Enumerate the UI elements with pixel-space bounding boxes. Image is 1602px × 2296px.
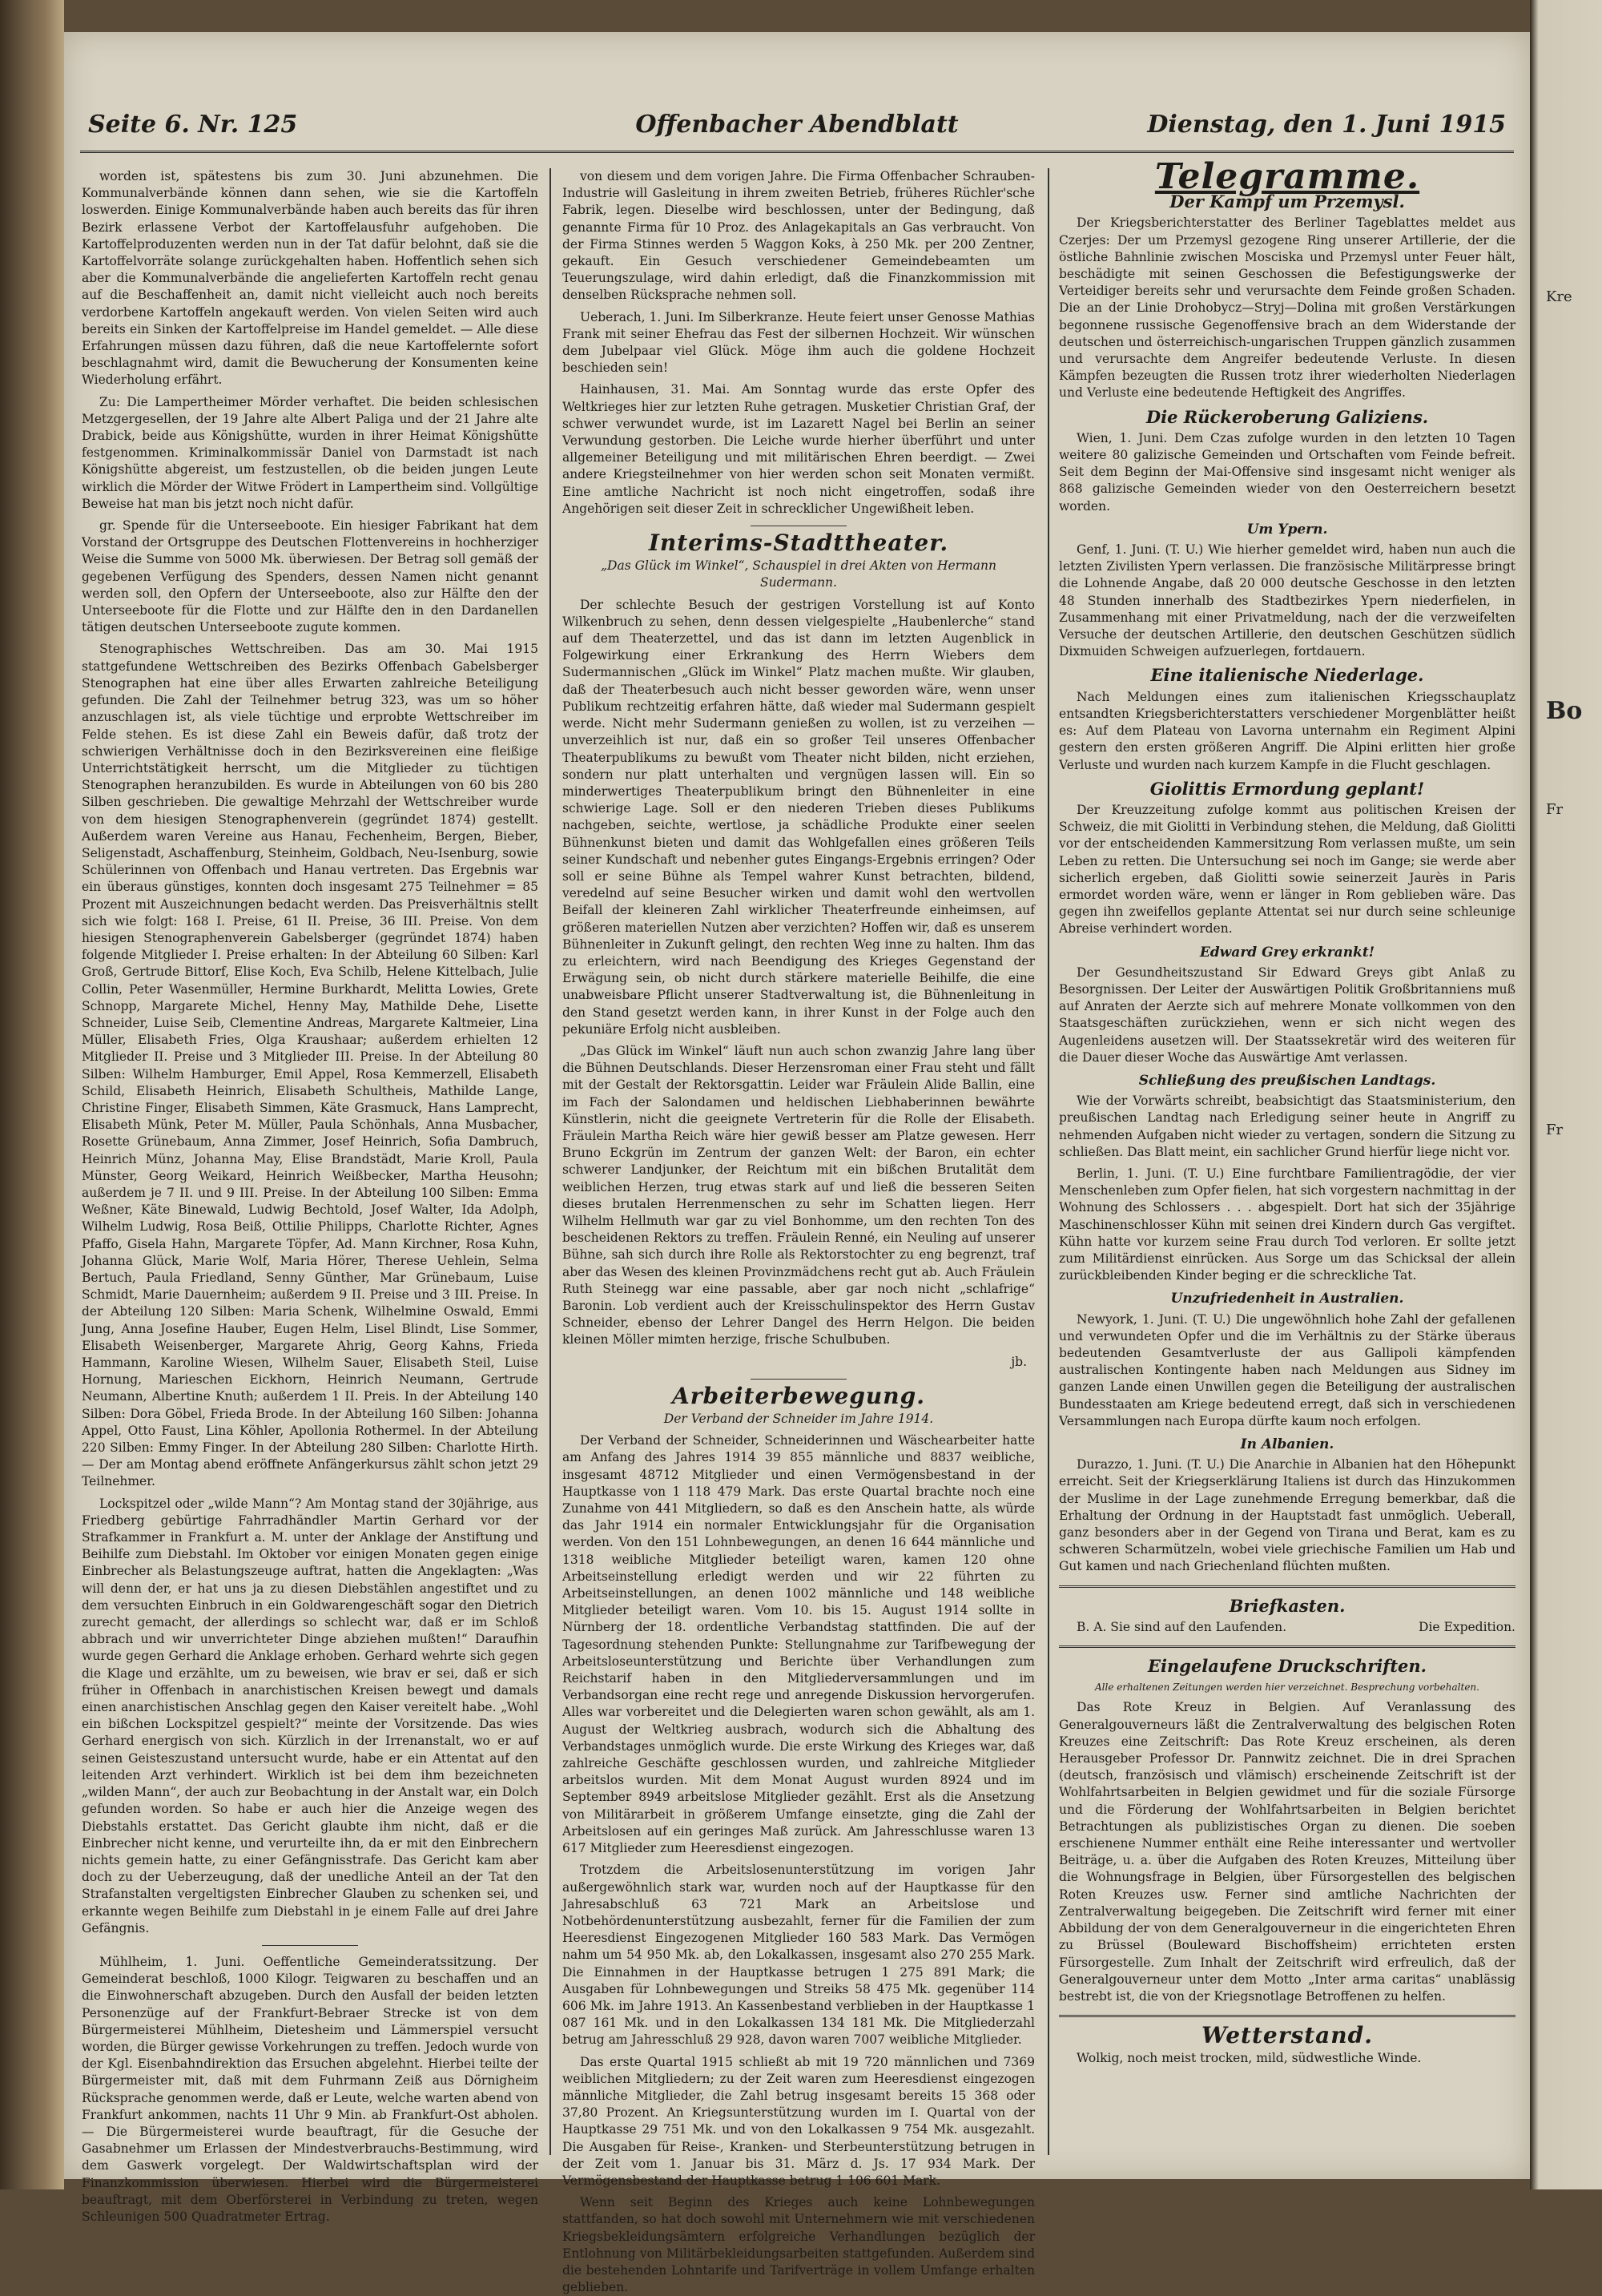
article-paragraph: Der Verband der Schneider, Schneiderinnen und Wäschearbeiter hatte am Anfang des Jahres 1914 39 855 männliche und 8837 weibliche, insgesamt 48712 Mitglieder und einen Vermögensbestand in der Hauptkasse von 1 118 479 Mark. Das erste Quartal brachte noch eine Zunahme von 441 Mitgliedern, so daß es den Anschein hatte, als würde das Jahr 1914 ein normaler Entwicklungsjahr für die Organisation werden. Von den 151 Lohnbewegungen, an denen 16 644 männliche und 1318 weibliche Mitglieder beteiligt waren, kamen 120 ohne Arbeitseinstellung erledigt werden und wir 22 führten zu Arbeitseinstellungen, an denen 1002 männliche und 148 weibliche Mitglieder beteiligt waren. Vom 10. bis 15. August 1914 sollte in Nürnberg der 18. ordentliche Verbandstag stattfinden. Die auf der Tagesordnung stehenden Punkte: Stellungnahme zur Tarifbewegung der Arbeitsloseunterstützung und Berichte über Verhandlungen zum Reichstarif haben in den Mitgliederversammlungen und im Verbandsorgan eine recht rege und anregende Diskussion hervorgerufen. Alles war vorbereitet und die Delegierten waren schon gewählt, als am 1. August der Weltkrieg ausbrach, wodurch sich die Abhaltung des Verbandstages unmöglich wurde. Die erste Wirkung des Krieges war, daß zahlreiche Geschäfte geschlossen wurden, und zahlreiche Mitglieder arbeitslos wurden. Mit dem Monat August wurden 8924 und im September 8949 arbeitslose Mitglieder gezählt. Erst als die Ansetzung von Militärarbeit in größerem Umfange einsetzte, ging die Zahl der Arbeitslosen auf ein geringes Maß zurück. Am Jahresschlusse waren 13 617 Mitglieder zum Heeresdienst eingezogen. [562,1433,1035,1856]
article-paragraph: gr. Spende für die Unterseeboote. Ein hiesiger Fabrikant hat dem Vorstand der Ortsgruppe des Deutschen Flottenvereins in hochherziger Weise die Summe von 5000 Mk. überwiesen. Der Betrag soll gemäß der gegebenen Verfügung des Spenders, dessen Namen nicht genannt werden soll, den Opfern der Unterseeboote, also zur Hälfte den der Unterseeboote für die Flotte und zur Hälfte den in den Dardanellen tätigen deutschen Unterseeboote zugute kommen. [82,518,538,635]
column-rule [1048,168,1049,2155]
headline: In Albanien. [1240,1436,1334,1453]
article-paragraph: Lockspitzel oder „wilde Mann“? Am Montag stand der 30jährige, aus Friedberg gebürtige Fahrradhändler Martin Gerhard vor der Strafkammer in Frankfurt a. M. unter der Anklage der Anstiftung und Beihilfe zum Diebstahl. Im Oktober vor einigen Monaten gegen einige Einbrecher als Belastungszeuge auftrat, hatten die Angeklagten: „Was will denn der, er hat uns ja zu diesen Diebstählen angestiftet und zu dem versuchten Einbruch in ein Goldwarengeschäft sogar den Dietrich zurecht gemacht, der allerdings so schlecht war, daß er im Schloß abbrach und wir unverrichteter Dinge abziehen mußten!“ Daraufhin wurde gegen Gerhard die Anklage erhoben. Gerhard wehrte sich gegen die Klage und erzählte, um zu beweisen, wie brav er sei, daß er sich früher in Offenbach in anarchistischen Kreisen bewegt und damals einen anarchistischen Anschlag gegen den Kaiser vereitelt habe. „Wohl ein bißchen Lockspitzel gespielt?“ meinte der Vorsitzende. Das wies Gerhard energisch von sich. Kürzlich in der Irrenanstalt, wo er auf seinen Geisteszustand untersucht wurde, habe er ein Attentat auf den leitenden Arzt verhindert. Wirklich ist bei dem ihm bezeichneten „wilden Mann“, der auch zur Beobachtung in der Anstalt war, ein Dolch gefunden worden. So habe er auch hier die Anzeige wegen des Diebstahls erstattet. Das Gericht glaubte ihm nicht, daß er die Einbrecher nicht kenne, und verurteilte ihn, da er mit den Einbrechern nichts gemein hatte, zu einer Gefängnisstrafe. Das Gericht kam aber doch zu der Ueberzeugung, daß der unedliche Anteil an der Tat den Strafanstalten vergeltigsten Einbrecher Glauben zu schenken sei, und erkannte wegen Beihilfe zum Diebstahl in je einem Falle auf drei Jahre Gefängnis. [82,1496,538,1935]
article-paragraph: Wie der Vorwärts schreibt, beabsichtigt das Staatsministerium, den preußischen Landtag nach Erledigung seiner heute in Angriff zu nehmenden Aufgaben nicht wieder zu vertagen, sondern die Sitzung zu schließen. Das Blatt meint, ein sachlicher Grund hierfür liege nicht vor. [1059,1094,1515,1159]
article-paragraph: Newyork, 1. Juni. (T. U.) Die ungewöhnlich hohe Zahl der gefallenen und verwundeten Opfer und die im Verhältnis zu der Stärke überaus bedeutenden Gesamtverluste der aus Gallipoli kämpfenden australischen Kontingente haben nach Meldungen aus Sidney im ganzen Lande einen Unwillen gegen die Beteiligung der australischen Bundesstaaten am Kriege bedeutend erregt, daß sich in verschiedenen Versammlungen nach Europa dürfte kaum noch erfolgen. [1059,1311,1515,1428]
article-paragraph: Das erste Quartal 1915 schließt ab mit 19 720 männlichen und 7369 weiblichen Mitgliedern; zu der Zeit waren zum Heeresdienst eingezogen männliche Mitglieder, die Zahl betrug insgesamt bereits 15 368 oder 37,80 Prozent. An Kriegsunterstützung wurden im I. Quartal von der Hauptkasse 29 751 Mk. und von den Lokalkassen 9 754 Mk. ausgezahlt. Die Ausgaben für Reise-, Kranken- und Sterbeunterstützung betrugen in der Zeit vom 1. Januar bis 31. März d. Js. 17 934 Mark. Der Vermögensbestand der Hauptkasse betrug 1 106 601 Mark. [562,2054,1035,2188]
adjacent-page-fragment: Kre [1546,288,1572,305]
article-paragraph: Hainhausen, 31. Mai. Am Sonntag wurde das erste Opfer des Weltkrieges hier zur letzten Ruhe getragen. Musketier Christian Graf, der schwer verwundet wurde, ist im Lazarett Nagel bei Berlin an seiner Verwundung gestorben. Die Leiche wurde hierher überführt und unter allgemeiner Beteiligung und mit militärischen Ehren beerdigt. — Zwei andere Kriegsteilnehmer von hier werden schon seit Monaten vermißt. Eine amtliche Nachricht ist noch nicht eingetroffen, sodaß ihre Angehörigen seit dieser Zeit in schrecklicher Ungewißheit leben. [562,382,1035,516]
article-paragraph: Der Gesundheitszustand Sir Edward Greys gibt Anlaß zu Besorgnissen. Der Leiter der Auswärtigen Politik Großbritanniens muß auf Anraten der Aerzte sich auf mehrere Monate vollkommen von den Staatsgeschäften zurückziehen, wenn er sich nicht wegen des Augenleidens ausetzen will. Der Staatssekretär wird des weiteren für die Dauer dieser Woche das Auswärtige Amt verlassen. [1059,965,1515,1065]
letters-signature: Die Expedition. [1419,1619,1515,1634]
adjacent-page-fragment: Fr [1546,801,1564,818]
section-heading-labor: Arbeiterbewegung. [672,1382,925,1409]
column-2 [562,168,1035,2295]
double-rule [1059,1585,1515,1588]
letters-text: B. A. Sie sind auf den Laufenden. [1077,1619,1287,1634]
article-paragraph: Genf, 1. Juni. (T. U.) Wie hierher gemeldet wird, haben nun auch die letzten Zivilisten Ypern verlassen. Die französische Militärpresse bringt die Lohnende Angabe, daß 20 000 deutsche Geschosse in den letzten 48 Stunden innerhalb des Stadtbezirkes Ypern niederfielen, in Zusammenhang mit einer Privatmeldung, nach der die verzweifelten Versuche der deutschen Artillerie, den deutschen Geschützen südlich Dixmuiden Schweigen aufzuerlegen, fortdauern. [1059,542,1515,659]
article-paragraph: Zu: Die Lampertheimer Mörder verhaftet. Die beiden schlesischen Metzgergesellen, der 19 Jahre alte Albert Paliga und der 21 Jahre alte Drabick, beide aus Königshütte, wurden in ihrer Heimat Königshütte festgenommen. Kriminalkommissär Daniel von Darmstadt ist nach Königshütte abgereist, um festzustellen, ob die beiden jungen Leute wirklich die Mörder der Witwe Frödert in Lampertheim sind. Vollgültige Beweise hat man bis jetzt noch nicht dafür. [82,394,538,511]
headline: Edward Grey erkrankt! [1199,944,1375,961]
double-rule [1059,2015,1515,2017]
adjacent-page-fragment: Bo [1546,697,1583,725]
headline: Um Ypern. [1246,521,1328,538]
section-heading-weather: Wetterstand. [1202,2022,1373,2049]
book-binding-edge [0,0,64,2189]
adjacent-page-fragment: Fr [1546,1122,1564,1138]
separator [262,1945,358,1946]
article-paragraph: Nach Meldungen eines zum italienischen Kriegsschauplatz entsandten Kriegsberichterstatters verschiedener Morgenblätter heißt es: Auf dem Plateau von Lavorna unternahm ein Regiment Alpini gestern den ersten größeren Angriff. Die Alpini erlitten hier große Verluste und wurden nach kurzem Kampfe in die Flucht geschlagen. [1059,689,1515,772]
article-paragraph: Der Kreuzzeitung zufolge kommt aus politischen Kreisen der Schweiz, die mit Giolitti in Verbindung stehen, die Meldung, daß Giolitti vor der entscheidenden Kammersitzung Rom verlassen mußte, um sein Leben zu retten. Die Untersuchung sei noch im Gange; sie werde aber sicherlich ergeben, daß Giolitti sowie seinerzeit Jaurès in Paris ermordet worden wäre, wenn er länger in Rom geblieben wäre. Das gegen ihn zweifellos geplante Attentat sei nur durch seine schleunige Abreise verhindert worden. [1059,802,1515,937]
newspaper-name: Offenbacher Abendblatt [635,111,959,139]
section-heading-letters: Briefkasten. [1229,1595,1346,1616]
review-subtitle: „Das Glück im Winkel“, Schauspiel in drei Akten von Hermann Sudermann. [601,558,996,590]
adjacent-page-edge [1530,0,1602,2189]
column-3 [1059,156,1515,2155]
double-rule [1059,1645,1515,1648]
article-paragraph: Durazzo, 1. Juni. (T. U.) Die Anarchie in Albanien hat den Höhepunkt erreicht. Seit der Kriegserklärung Italiens ist durch das Hinzukommen der Muslime in der Lage zunehmende Erregung bemerkbar, daß die Erhaltung der Ordnung in der Hauptstadt fast unmöglich. Ueberall, ganz besonders aber in der Gegend von Tirana und Berat, kam es zu schweren Scharmützeln, wobei viele griechische Familien um Hab und Gut kamen und nach Griechenland flüchten mußten. [1059,1457,1515,1574]
section-heading-theater: Interims-Stadttheater. [648,530,949,557]
article-subtitle: Der Verband der Schneider im Jahre 1914. [663,1412,934,1427]
article-paragraph: Wien, 1. Juni. Dem Czas zufolge wurden in den letzten 10 Tagen weitere 80 galizische Gemeinden und Ortschaften vom Feinde befreit. Seit dem Beginn der Mai-Offensive sind insgesamt nicht weniger als 868 galizische Gemeinden wieder von den Oesterreichern besetzt worden. [1059,430,1515,514]
article-paragraph: Stenographisches Wettschreiben. Das am 30. Mai 1915 stattgefundene Wettschreiben des Bezirks Offenbach Gabelsberger Stenographen hat eine über alles Erwarten zahlreiche Beteiligung gefunden. Die Zahl der Teilnehmer betrug 323, was um so höher anzuschlagen ist, als viele tüchtige und erprobte Wettschreiber im Felde stehen. Es ist diese Zahl ein Beweis dafür, daß trotz der schwierigen Verhältnisse doch in den Bezirksvereinen eine fleißige Unterrichtstätigkeit herrscht, um die Mitglieder zu tüchtigen Stenographen heranzubilden. Es wurde in Abteilungen von 60 bis 280 Silben geschrieben. Die gewaltige Mehrzahl der Wettschreiber wurde von dem hiesigen Stenographenverein (gegründet 1874) gestellt. Außerdem waren Vereine aus Hanau, Fechenheim, Bergen, Bieber, Seligenstadt, Aschaffenburg, Steinheim, Goldbach, Neu-Isenburg, sowie Schülerinnen von Offenbach und Hanau vertreten. Das Ergebnis war ein überaus günstiges, konnten doch insgesamt 275 Teilnehmer = 85 Prozent mit Auszeichnungen bedacht werden. Das Preisverhältnis stellt sich wie folgt: 168 I. Preise, 61 II. Preise, 36 III. Preise. Von dem hiesigen Stenographenverein Gabelsberger (gegründet 1874) haben folgende Mitglieder I. Preise erhalten: In der Abteilung 60 Silben: Karl Groß, Gertrude Bittorf, Elise Koch, Eva Schilb, Helene Kittelbach, Julie Collin, Peter Wasenmüller, Hermine Burkhardt, Melitta Lowies, Grete Schnopp, Margarete Michel, Henny May, Mathilde Dehe, Lisette Schneider, Luise Seib, Clementine Andreas, Margarete Kaltmeier, Lina Müller, Elisabeth Fries, Olga Kraushaar; außerdem erhielten 12 Mitglieder II. Preise und 3 Mitglieder III. Preise. In der Abteilung 80 Silben: Wilhelm Hamburger, Emil Appel, Rosa Kemmerzell, Elisabeth Schild, Elisabeth Heinrich, Elisabeth Schultheis, Mathilde Lange, Christine Finger, Elisabeth Simmen, Käte Grasmuck, Hans Lamprecht, Elisabeth Münk, Peter M. Müller, Paula Schönhals, Anna Musbacher, Rosette Grünebaum, Anna Zimmer, Josef Heinrich, Sofia Dambruch, Heinrich Münz, Johanna May, Elise Brandstädt, Marie Kroll, Paula Münster, Georg Weikard, Heinrich Weißbecker, Martha Heusohn; außerdem je 7 II. und 9 III. Preise. In der Abteilung 100 Silben: Emma Weßner, Käte Binewald, Ludwig Bechtold, Josef Walter, Ida Adolph, Wilhelm Ludwig, Rosa Beiß, Ottilie Philipps, Charlotte Richter, Agnes Pfaffo, Gisela Hahn, Margarete Töpfer, Ad. Mann Kirchner, Rosa Kuhn, Johanna Glück, Marie Wolf, Maria Hörer, Therese Uehlein, Selma Bertuch, Paula Friedland, Senny Günther, Mar Grünebaum, Luise Schmidt, Marie Dauernheim; außerdem 9 II. Preise und 3 III. Preise. In der Abteilung 120 Silben: Maria Schenk, Wilhelmine Oswald, Emmi Jung, Anna Josefine Hauber, Eugen Helm, Lisel Blindt, Lise Sommer, Elisabeth Weisenberger, Margarete Ahrig, Georg Kahns, Frieda Hammann, Karoline Wiesen, Wilhelm Sauer, Elisabeth Steil, Luise Hornung, Marieschen Eickhorn, Heinrich Neumann, Gertrude Neumann, Albertine Knuth; außerdem 1 II. Preis. In der Abteilung 140 Silben: Dora Göbel, Frieda Brode. In der Abteilung 160 Silben: Johanna Appel, Otto Faust, Lina Köhler, Apollonia Rothermel. In der Abteilung 220 Silben: Emmy Finger. In der Abteilung 280 Silben: Charlotte Hirth. — Der am Montag abend eröffnete Anfängerkursus zählt schon jetzt 29 Teilnehmer. [82,642,538,1489]
article-paragraph: Berlin, 1. Juni. (T. U.) Eine furchtbare Familientragödie, der vier Menschenleben zum Opfer fielen, hat sich vorgestern nachmittag in der Wohnung des Schlossers . . . abgespielt. Dort hat sich der 35jährige Maschinenschlosser Kühn mit seinen drei Kindern durch Gas vergiftet. Kühn hatte vor kurzem seine Frau durch Tod verloren. Er sollte jetzt zum Militärdienst einrücken. Aus Sorge um das Schicksal der allein zurückbleibenden Kinder beging er die schreckliche Tat. [1059,1166,1515,1283]
article-paragraph: Der Kriegsberichterstatter des Berliner Tageblattes meldet aus Czerjes: Der um Przemysl gezogene Ring unserer Artillerie, der die östliche Bahnlinie zwischen Mosciska und Przemysl unter Feuer hält, beschädigte mit seinen Geschossen die Befestigungswerke der Verteidiger bereits sehr und verursachte dem Feinde großen Schaden. Die an der Linie Drohobycz—Stryj—Dolina mit großen Verstärkungen begonnene russische Gegenoffensive brach an dem Widerstande der deutschen und österreichisch-ungarischen Truppen gänzlich zusammen und verursachte dem Angreifer bedeutende Verluste. In diesen Kämpfen bezeugten die Russen trotz ihrer wiederholten Niederlagen und Verluste eine bedeutende Heftigkeit des Angriffes. [1059,216,1515,401]
separator [751,1379,847,1380]
page-header [80,104,1514,153]
headline: Eine italienische Niederlage. [1150,665,1424,686]
section-heading-publications: Eingelaufene Druckschriften. [1148,1656,1427,1677]
author-signature: jb. [1011,1354,1027,1369]
column-1 [82,168,538,2224]
headline: Die Rückeroberung Galiziens. [1145,406,1429,427]
article-paragraph: Der schlechte Besuch der gestrigen Vorstellung ist auf Konto Wilkenbruch zu sehen, denn dessen vielgespielte „Haubenlerche“ stand auf dem Theaterzettel, und das ist dann im letzten Augenblick in Folgewirkung einer Erkrankung des Herrn Wiebers dem Sudermannischen „Glück im Winkel“ Platz machen mußte. Wir glauben, daß der Theaterbesuch auch nicht besser geworden wäre, wenn unser Publikum rechtzeitig erfahren hätte, daß wieder mal Sudermann gespielt werde. Nicht mehr Sudermann genießen zu wollen, ist zu verzeihen — unverzeihlich ist nur, daß ein so großer Teil unseres Offenbacher Theaterpublikums zu bewußt vom Theater nicht bilden, nicht erziehen, sondern nur platt unterhalten und vergnügen lassen will. Ein so minderwertiges Theaterpublikum bringt den Bühnenleiter in eine schwierige Lage. Soll er den niederen Trieben dieses Publikums nachgeben, seichte, wertlose, ja schädliche Produkte einer seelen Bühnenkunst bieten und damit das Wohlgefallen eines größeren Teils seiner Kundschaft und nebenher gutes Eingangs-Ergebnis erringen? Oder soll er seine Bühne als Tempel wahrer Kunst betrachten, bildend, veredelnd auf seine Besucher wirken und damit wohl den wertvollen Beifall der kleineren Zahl wirklicher Theaterfreunde einheimsen, auf größeren materiellen Nutzen aber verzichten? Hoffen wir, daß es unserem Bühnenleiter in Zukunft gelingt, den rechten Weg inne zu halten. Ihm das zu erleichtern, wird nach Beendigung des Krieges Gegenstand der Erwägung sein, ob nicht durch stärkere materielle Beihilfe, die eine unabweisbare Pflicht unserer Stadtverwaltung ist, die Bühnenleitung in den Stand gesetzt werden kann, in ihrer Kunst in der Folge auch den pekuniäre Erfolg nicht ausbleiben. [562,597,1035,1037]
headline: Schließung des preußischen Landtags. [1138,1072,1436,1089]
publications-note: Alle erhaltenen Zeitungen werden hier verzeichnet. Besprechung vorbehalten. [1095,1682,1479,1694]
weather-forecast: Wolkig, noch meist trocken, mild, südwestliche Winde. [1077,2051,1422,2066]
newspaper-page [64,32,1530,2295]
article-paragraph: „Das Glück im Winkel“ läuft nun auch schon zwanzig Jahre lang über die Bühnen Deutschlands. Dieser Herzensroman einer Frau steht und fällt mit der Gestalt der Rektorsgattin. Leider war Fräulein Alide Ballin, eine im Fach der Salondamen und heldischen Liebhaberinnen bewährte Künstlerin, nicht die geeignete Vertreterin für die Rolle der Elisabeth. Fräulein Martha Reich wäre hier gewiß besser am Platze gewesen. Herr Bruno Eckgrün im Zentrum der ganzen Welt: der Baron, ein echter schwerer Landjunker, der Reichtum mit ein bißchen Brutalität dem weiblichen Herzen, trug etwas stark auf und ließ die besseren Seiten dieses brutalen Herrenmenschen zu sehr im Schatten liegen. Herr Wilhelm Hellmuth war gar zu viel Bonhomme, um den rechten Ton des bescheidenen Rektors zu treffen. Fräulein Renné, ein Neuling auf unserer Bühne, sah sich durch ihre Rolle als Rektorstochter zu eng begrenzt, traf aber das Wesen des kleinen Provinzmädchens recht gut ab. Auch Fräulein Ruth Steinegg war eine passable, aber gar noch nicht „schlafrige“ Baronin. Lob verdient auch der Kreisschulinspektor des Herrn Gustav Schneider, ebenso der Lehrer Dangel des Herrn Helgon. Die beiden kleinen Möller mimten herzige, frische Schulbuben. [562,1043,1035,1347]
headline: Giolittis Ermordung geplant! [1149,778,1425,799]
article-paragraph: von diesem und dem vorigen Jahre. Die Firma Offenbacher Schrauben-Industrie will Gasleitung in ihrem zweiten Betrieb, früheres Rüchler'sche Fabrik, legen. Dieselbe wird beschlossen, unter der Bedingung, daß genannte Firma für 10 Proz. des Anlagekapitals an Gas verbraucht. Von der Firma Stinnes werden 5 Waggon Koks, à 250 Mk. per 200 Zentner, gekauft. Ein Gesuch verschiedener Gemeindebeamten um Teuerungszulage, wird dahin erledigt, daß die Finanzkommission mit denselben Rücksprache nehmen soll. [562,169,1035,303]
column-rule [549,168,551,2155]
headline: Unzufriedenheit in Australien. [1170,1291,1404,1307]
article-paragraph: Ueberach, 1. Juni. Im Silberkranze. Heute feiert unser Genosse Mathias Frank mit seiner Ehefrau das Fest der silbernen Hochzeit. Wir wünschen dem Jubelpaar viel Glück. Möge ihm auch die goldene Hochzeit beschieden sein! [562,309,1035,376]
headline: Der Kampf um Przemysl. [1169,191,1405,212]
page-number: Seite 6. Nr. 125 [88,111,298,139]
letters-line [1059,1619,1515,1636]
article-paragraph: Mühlheim, 1. Juni. Oeffentliche Gemeinderatssitzung. Der Gemeinderat beschloß, 1000 Kilogr. Teigwaren zu beschaffen und an die Einwohnerschaft abzugeben. Durch den Ausfall der beiden letzten Personenzüge auf der Frankfurt-Bebraer Strecke ist von dem Bürgermeisterei Mühlheim, Dietesheim und Lämmerspiel versucht worden, die Bürger gewisse Vorkehrungen zu treffen. Jedoch wurde von der Kgl. Eisenbahndirektion das Ersuchen abgelehnt. Hierbei teilte der Bürgermeister mit, daß mit dem Fuhrmann Zeiß aus Dörnigheim Rücksprache genommen werde, daß er Leute, welche warten abend von Frankfurt ankommen, nachts 11 Uhr 9 Min. ab Frankfurt-Ost abholen. — Die Bürgermeisterei wurde beauftragt, für die Gesuche der Gasabnehmer um Erlassen der Mindestverbrauchs-Bestimmung, wird dem Gaswerk vorgelegt. Der Waldwirtschaftsplan wird der Finanzkommission überwiesen. Hierbei wird die Bürgermeisterei beauftragt, mit dem Oberförsterei in Verbindung zu treten, wegen Schleunigen 500 Quadratmeter Ertrag. [82,1954,538,2224]
article-paragraph: Wenn seit Beginn des Krieges auch keine Lohnbewegungen stattfanden, so hat doch sowohl mit Unternehmern wie mit verschiedenen Kriegsbekleidungsämtern erfolgreiche Verhandlungen bezüglich der Entlohnung von Militärbekleidungsarbeiten stattgefunden. Außerdem sind die bestehenden Lohntarife und Tarifverträge in vollem Umfange erhalten geblieben. [562,2195,1035,2295]
issue-date: Dienstag, den 1. Juni 1915 [1147,111,1506,139]
article-paragraph: Trotzdem die Arbeitslosenunterstützung im vorigen Jahr außergewöhnlich stark war, wurden noch auf der Hauptkasse für den Jahresabschluß 63 721 Mark an Arbeitslose und Notbehördenunterstützung ausbezahlt, ferner für die Familien der zum Heeresdienst Eingezogenen Mitglieder 160 583 Mark. Das Vermögen nahm um 54 950 Mk. ab, den Lokalkassen, insgesamt also 270 255 Mark. Die Einnahmen in der Hauptkasse betrugen 1 275 891 Mark; die Ausgaben für Lohnbewegungen und Streiks 58 475 Mk. gegenüber 114 606 Mk. im Jahre 1913. An Kassenbestand verblieben in der Hauptkasse 1 087 161 Mk. und in den Lokalkassen 134 181 Mk. Die Mitgliederzahl betrug am Jahresschluß 29 928, davon waren 7007 weibliche Mitglieder. [562,1863,1035,2048]
section-heading-telegrams: Telegramme. [1154,156,1420,197]
article-paragraph: Das Rote Kreuz in Belgien. Auf Veranlassung des Generalgouverneurs läßt die Zentralverwaltung des belgischen Roten Kreuzes eine Zeitschrift: Das Rote Kreuz erscheinen, als deren Herausgeber Professor Dr. Pannwitz zeichnet. Die in drei Sprachen (deutsch, französisch und vlämisch) erscheinende Zeitschrift ist der Wohlfahrtsarbeiten in Belgien gewidmet und für die soziale Fürsorge und die Förderung der Wohlfahrtsarbeiten in Belgien berichtet Betrachtungen als publizistisches Organ zu dienen. Die soeben erschienene Nummer enthält eine Reihe interessanter und wertvoller Beiträge, u. a. über die Aufgaben des Roten Kreuzes, Mitteilung über die Wohnungsfrage in Belgien, über Fürsorgestellen des belgischen Roten Kreuzes usw. Ferner sind amtliche Nachrichten der Zentralverwaltung beigegeben. Die Zeitschrift wird ferner mit einer Abbildung der von dem Generalgouverneur in die eingerichteten Ehren zu Brüssel (Bouleward Bischoffsheim) errichteten ersten Fürsorgestelle. Zum Inhalt der Zeitschrift wird erfreulich, daß der Generalgouverneur unter dem Motto „Inter arma caritas“ unablässig bestrebt ist, die von der Kriegsnotlage Betroffenen zu helfen. [1059,1700,1515,2004]
article-paragraph: worden ist, spätestens bis zum 30. Juni abzunehmen. Die Kommunalverbände können dann sehen, wie sie die Kartoffeln loswerden. Einige Kommunalverbände haben auch bereits das für ihren Bezirk erlassene Verbot der Kartoffelausfuhr aufgehoben. Die Kartoffelproduzenten werden nun in der Tat dafür belohnt, daß sie die Kartoffelvorräte solange zurückgehalten haben. Hoffentlich sehen sich aber die Kommunalverbände die angelieferten Kartoffeln recht genau auf die Beschaffenheit an, damit nicht vielleicht auch noch bereits verdorbene Kartoffeln angekauft werden. Von vielen Seiten wird auch bereits ein Sinken der Kartoffelpreise im Handel gemeldet. — Alle diese Erfahrungen müssen dazu führen, daß die neue Kartoffelernte sofort beschlagnahmt wird, damit die Bewucherung der Konsumenten keine Wiederholung erfährt. [82,169,538,388]
